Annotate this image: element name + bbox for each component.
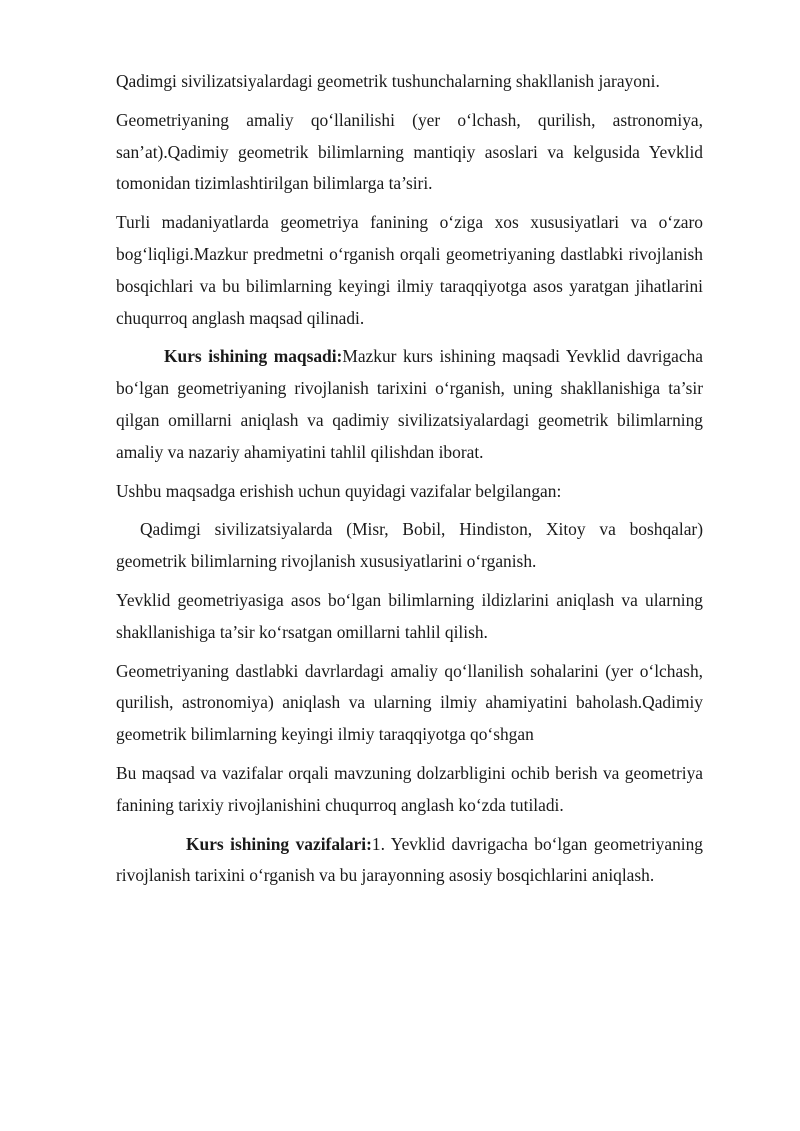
paragraph-2: Geometriyaning amaliy qo‘llanilishi (yer o‘lchash, qurilish, astronomiya, san’at).Qadimiy geometrik bilimlarning mantiqiy asoslari va kelgusida Yevklid tomonidan tizimlashtirilgan bilimlarga ta’siri. <box>116 109 703 194</box>
paragraph-7: Yevklid geometriyasiga asos bo‘lgan bilimlarning ildizlarini aniqlash va ularning shakllanishiga ta’sir ko‘rsatgan omillarni tahlil qilish. <box>116 589 703 642</box>
heading-kurs-ishining-maqsadi: Kurs ishining maqsadi: <box>164 346 343 367</box>
paragraph-4 <box>116 341 703 468</box>
heading-kurs-ishining-vazifalari: Kurs ishining vazifalari: <box>186 833 372 854</box>
paragraph-5: Ushbu maqsadga erishish uchun quyidagi vazifalar belgilangan: <box>116 480 562 501</box>
paragraph-4-text: Mazkur kurs ishining maqsadi Yevklid davrigacha bo‘lgan geometriyaning rivojlanish tarixini o‘rganish, uning shakllanishiga ta’sir qilgan omillarni aniqlash va qadimiy sivilizatsiyalardagi geometrik bilimlarning amaliy va nazariy ahamiyatini tahlil qilishdan iborat. <box>116 346 703 462</box>
paragraph-3: Turli madaniyatlarda geometriya fanining o‘ziga xos xususiyatlari va o‘zaro bog‘liqligi.Mazkur predmetni o‘rganish orqali geometriyaning dastlabki rivojlanish bosqichlari va bu bilimlarning keyingi ilmiy taraqqiyotga asos yaratgan jihatlarini chuqurroq anglash maqsad qilinadi. <box>116 212 703 328</box>
document-body <box>116 66 703 899</box>
paragraph-6: Qadimgi sivilizatsiyalarda (Misr, Bobil, Hindiston, Xitoy va boshqalar) geometrik bilimlarning rivojlanish xususiyatlarini o‘rganish. <box>116 519 703 572</box>
paragraph-10 <box>116 829 703 893</box>
paragraph-9: Bu maqsad va vazifalar orqali mavzuning dolzarbligini ochib berish va geometriya fanining tarixiy rivojlanishini chuqurroq anglash ko‘zda tutiladi. <box>116 762 703 815</box>
paragraph-1: Qadimgi sivilizatsiyalardagi geometrik tushunchalarning shakllanish jarayoni. <box>116 71 660 91</box>
paragraph-8: Geometriyaning dastlabki davrlardagi amaliy qo‘llanilish sohalarini (yer o‘lchash, qurilish, astronomiya) aniqlash va ularning ilmiy ahamiyatini baholash.Qadimiy geometrik bilimlarning keyingi ilmiy taraqqiyotga qo‘shgan <box>116 660 703 745</box>
paragraph-10-text: 1. Yevklid davrigacha bo‘lgan geometriyaning rivojlanish tarixini o‘rganish va bu jarayonning asosiy bosqichlarini aniqlash. <box>116 833 703 886</box>
